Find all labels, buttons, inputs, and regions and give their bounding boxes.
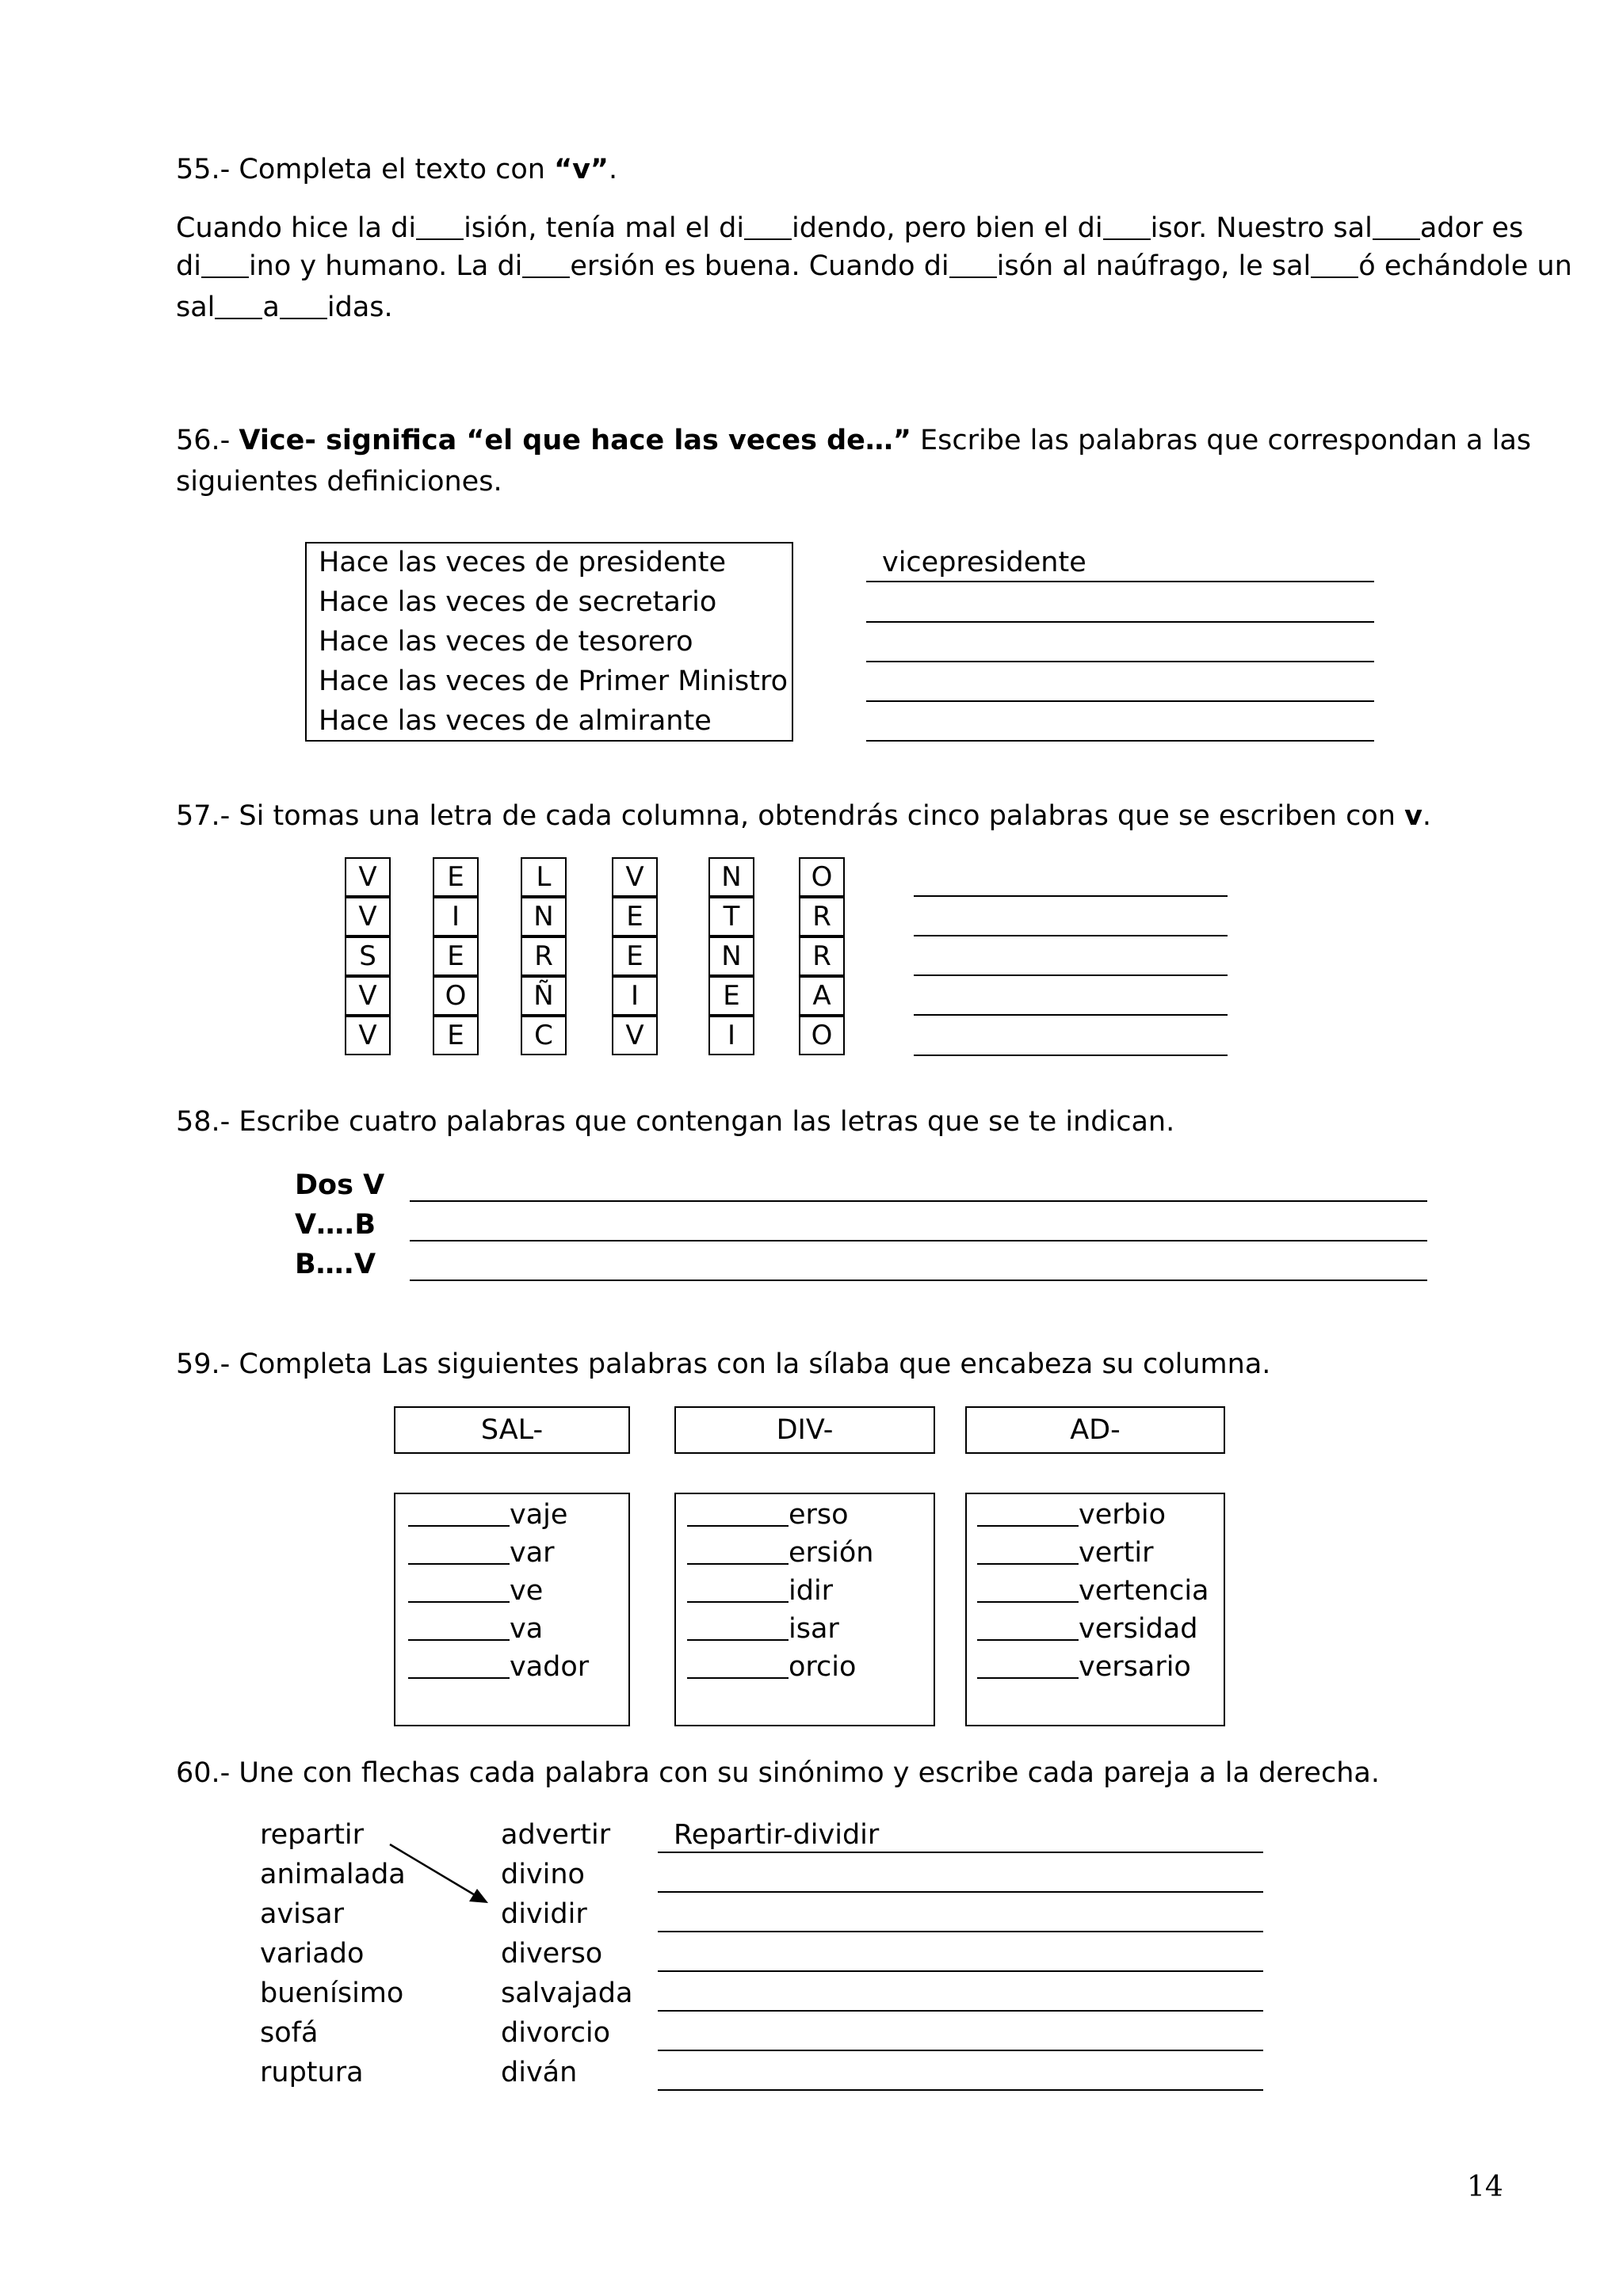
pair-line-2[interactable] [658,1891,1263,1893]
letter-cell: Ñ [521,976,567,1016]
word-item: vertencia [977,1572,1209,1610]
fill-blank[interactable] [280,292,327,319]
letter-cell: V [612,857,658,897]
fill-blank[interactable] [744,213,792,240]
word-line-1[interactable] [914,895,1228,897]
word-item: ersión [687,1534,873,1572]
letter-cell: I [433,897,479,936]
fill-blank[interactable] [1311,251,1358,278]
ex59-title: 59.- Completa Las siguientes palabras con la sílaba que encabeza su columna. [176,1348,1271,1380]
word-line-3[interactable] [914,974,1228,976]
letter-cell: C [521,1016,567,1055]
example-pair: Repartir-dividir [674,1819,880,1851]
label-v-b: V….B [295,1209,376,1241]
fill-blank[interactable] [408,1576,510,1603]
pair-line-7[interactable] [658,2089,1263,2091]
definition-3: Hace las veces de tesorero [319,626,693,658]
left-word[interactable]: avisar [260,1898,344,1930]
left-word[interactable]: variado [260,1938,365,1970]
pair-line-5[interactable] [658,2010,1263,2012]
answer-line-5[interactable] [866,740,1374,742]
letter-cell: A [799,976,845,1016]
letter-cell: R [799,897,845,936]
fill-blank[interactable] [416,213,464,240]
definition-5: Hace las veces de almirante [319,705,712,737]
letter-cell: N [521,897,567,936]
letter-cell: R [521,936,567,976]
fill-blank[interactable] [949,251,997,278]
fill-blank[interactable] [408,1538,510,1565]
word-item: verbio [977,1496,1166,1534]
fill-blank[interactable] [687,1500,789,1527]
letter-cell: V [345,897,391,936]
word-line-2[interactable] [914,935,1228,936]
word-item: idir [687,1572,833,1610]
word-item: vertir [977,1534,1153,1572]
fill-blank[interactable] [687,1538,789,1565]
label-dos-v: Dos V [295,1169,385,1201]
pair-line-3[interactable] [658,1931,1263,1932]
letter-cell: O [433,976,479,1016]
header-ad: AD- [965,1406,1225,1454]
left-word[interactable]: sofá [260,2017,319,2049]
right-word[interactable]: diverso [501,1938,603,1970]
page-number: 14 [1467,2171,1503,2203]
word-item: versidad [977,1610,1197,1648]
words-line-3[interactable] [410,1280,1427,1281]
answer-line-3[interactable] [866,661,1374,662]
word-item: va [408,1610,543,1648]
letter-cell: V [345,857,391,897]
word-line-4[interactable] [914,1014,1228,1016]
letter-cell: E [433,857,479,897]
fill-blank[interactable] [201,251,249,278]
words-line-2[interactable] [410,1240,1427,1241]
ex56-title-line-2: siguientes definiciones. [176,466,502,498]
word-item: vador [408,1648,589,1686]
ex55-title: 55.- Completa el texto con “v”. [176,154,618,185]
letter-cell: V [345,976,391,1016]
letter-cell: E [708,976,754,1016]
fill-blank[interactable] [1373,213,1420,240]
word-item: vaje [408,1496,567,1534]
definition-4: Hace las veces de Primer Ministro [319,666,789,697]
answer-line-4[interactable] [866,700,1374,702]
fill-blank[interactable] [977,1576,1079,1603]
left-word[interactable]: buenísimo [260,1978,404,2009]
word-item: orcio [687,1648,856,1686]
ex57-title: 57.- Si tomas una letra de cada columna, obtendrás cinco palabras que se escriben con v. [176,800,1432,832]
answer-line-2[interactable] [866,621,1374,623]
ex55-line-3: sal a idas. [176,292,393,323]
fill-blank[interactable] [687,1652,789,1679]
fill-blank[interactable] [408,1614,510,1641]
pair-line-4[interactable] [658,1970,1263,1972]
fill-blank[interactable] [977,1614,1079,1641]
ex60-title: 60.- Une con flechas cada palabra con su sinónimo y escribe cada pareja a la derecha. [176,1757,1380,1789]
left-word[interactable]: repartir [260,1819,365,1851]
fill-blank[interactable] [687,1614,789,1641]
fill-blank[interactable] [408,1652,510,1679]
fill-blank[interactable] [977,1652,1079,1679]
letter-cell: R [799,936,845,976]
letter-cell: E [612,897,658,936]
letter-cell: I [612,976,658,1016]
pair-line-1[interactable] [658,1852,1263,1853]
left-word[interactable]: animalada [260,1859,406,1890]
answer-line-1[interactable] [866,581,1374,582]
left-word[interactable]: ruptura [260,2057,364,2088]
letter-cell: L [521,857,567,897]
fill-blank[interactable] [408,1500,510,1527]
right-word[interactable]: divino [501,1859,585,1890]
header-sal: SAL- [394,1406,630,1454]
letter-cell: V [345,1016,391,1055]
letter-cell: E [612,936,658,976]
letter-cell: E [433,1016,479,1055]
ex58-title: 58.- Escribe cuatro palabras que contengan las letras que se te indican. [176,1106,1175,1138]
right-word[interactable]: salvajada [501,1978,633,2009]
ex55-line-2: di ino y humano. La di ersión es buena. Cuando di isón al naúfrago, le sal ó echándole un [176,250,1572,282]
letter-cell: V [612,1016,658,1055]
right-word[interactable]: dividir [501,1898,587,1930]
example-answer: vicepresidente [882,547,1086,578]
fill-blank[interactable] [215,292,262,319]
fill-blank[interactable] [687,1576,789,1603]
right-word[interactable]: diván [501,2057,578,2088]
word-item: versario [977,1648,1191,1686]
fill-blank[interactable] [977,1500,1079,1527]
connector-arrow-icon [380,1838,499,1925]
pair-line-6[interactable] [658,2050,1263,2051]
letter-cell: N [708,936,754,976]
letter-cell: T [708,897,754,936]
ex56-title-line-1: 56.- Vice- significa “el que hace las veces de…” Escribe las palabras que correspondan a las [176,425,1532,456]
letter-cell: E [433,936,479,976]
ex55-line-1: Cuando hice la di isión, tenía mal el di idendo, pero bien el di isor. Nuestro sal ador es [176,212,1524,244]
definition-1: Hace las veces de presidente [319,547,726,578]
label-b-v: B….V [295,1249,376,1280]
right-word[interactable]: divorcio [501,2017,611,2049]
header-div: DIV- [674,1406,935,1454]
fill-blank[interactable] [977,1538,1079,1565]
letter-cell: O [799,857,845,897]
word-item: isar [687,1610,839,1648]
letter-cell: I [708,1016,754,1055]
word-item: erso [687,1496,849,1534]
fill-blank[interactable] [522,251,570,278]
word-item: var [408,1534,555,1572]
fill-blank[interactable] [1103,213,1151,240]
letter-cell: O [799,1016,845,1055]
right-word[interactable]: advertir [501,1819,611,1851]
words-line-1[interactable] [410,1200,1427,1202]
letter-cell: N [708,857,754,897]
word-line-5[interactable] [914,1055,1228,1056]
word-item: ve [408,1572,543,1610]
letter-cell: S [345,936,391,976]
definition-2: Hace las veces de secretario [319,586,717,618]
